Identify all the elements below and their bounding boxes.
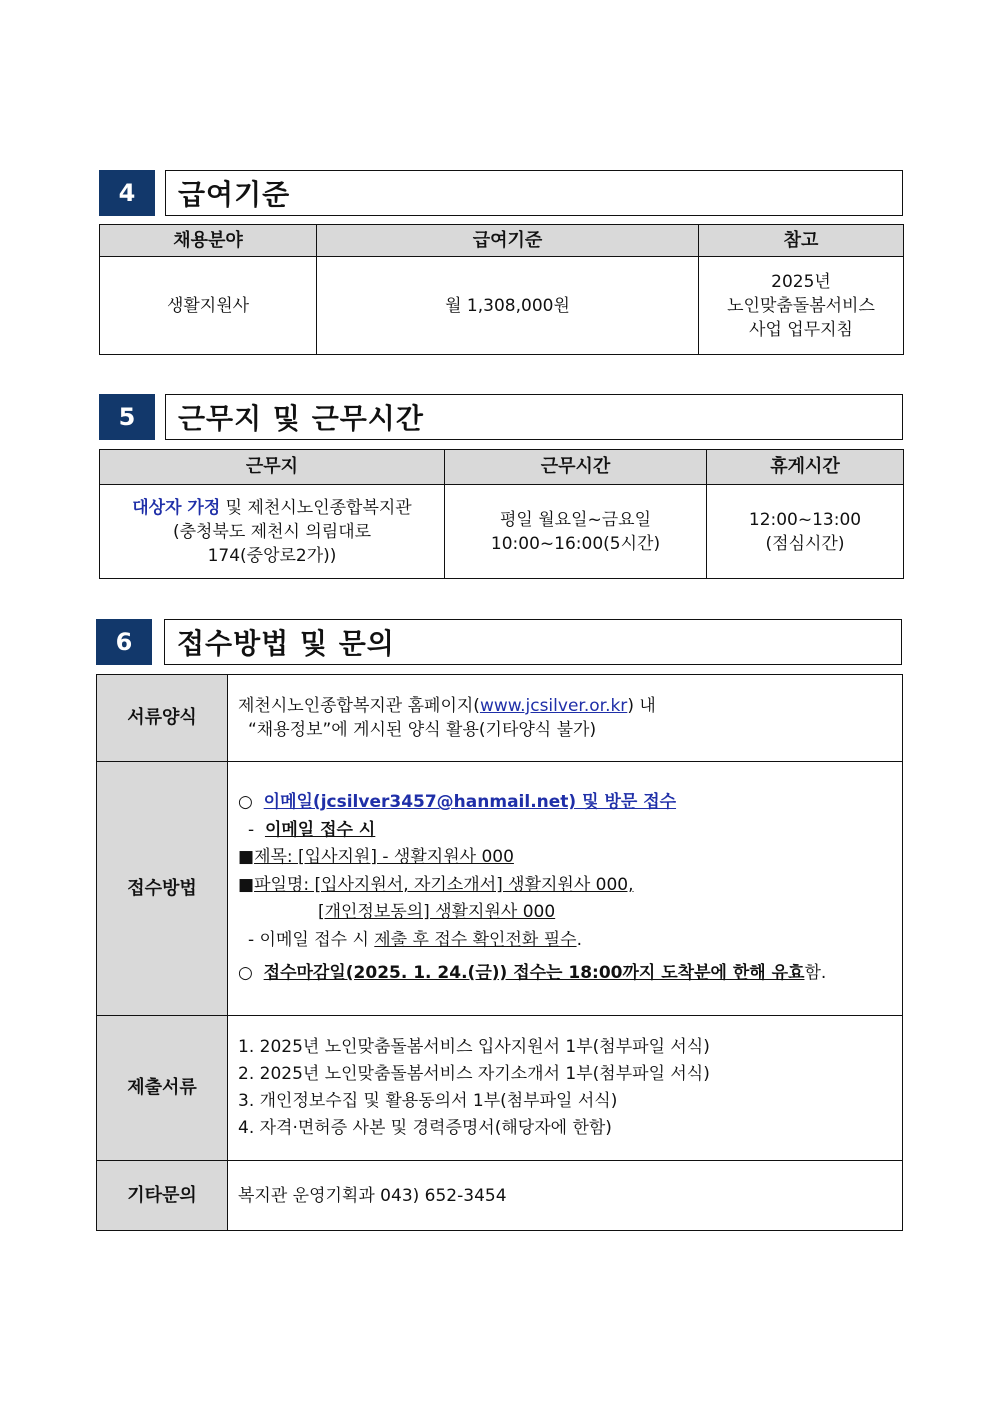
cell-field: 생활지원사 bbox=[100, 257, 317, 355]
col-header-salary: 급여기준 bbox=[317, 225, 699, 257]
filename-rule: 파일명: [입사지원서, 자기소개서] 생활지원사 000, bbox=[254, 874, 634, 895]
list-item: 2. 2025년 노인맞춤돌봄서비스 자기소개서 1부(첨부파일 서식) bbox=[238, 1064, 710, 1084]
label-submit: 제출서류 bbox=[97, 1016, 228, 1161]
filename-rule-cont: [개인정보동의] 생활지원사 000 bbox=[318, 902, 556, 923]
docs-text: ) 내 bbox=[627, 696, 656, 716]
place-address: (충청북도 제천시 의림대로 bbox=[172, 521, 372, 542]
place-rest: 및 제천시노인종합복지관 bbox=[220, 497, 412, 518]
section-5-header bbox=[99, 394, 903, 440]
cell-submit bbox=[228, 1016, 903, 1161]
email-subheading: 이메일 접수 시 bbox=[264, 819, 376, 840]
place-address: 174(중앙로2가)) bbox=[207, 545, 337, 566]
label-method: 접수방법 bbox=[97, 762, 228, 1016]
workplace-table bbox=[99, 449, 904, 579]
hours-line: 평일 월요일~금요일 bbox=[499, 509, 652, 530]
deadline-text: 접수마감일(2025. 1. 24.(금)) 접수는 18:00까지 도착분에 한해 유효 bbox=[263, 963, 805, 984]
confirm-text: . bbox=[576, 929, 582, 950]
section-title: 급여기준 bbox=[165, 170, 903, 216]
docs-text: “채용정보”에 게시된 양식 활용(기타양식 불가) bbox=[248, 720, 597, 740]
cell-ref bbox=[699, 257, 904, 355]
homepage-link[interactable]: www.jcsilver.or.kr bbox=[479, 696, 628, 716]
cell-place bbox=[100, 485, 445, 579]
application-table bbox=[96, 674, 903, 1231]
section-4-header bbox=[99, 170, 903, 216]
section-6-header bbox=[96, 619, 902, 665]
section-number: 4 bbox=[99, 170, 155, 216]
rest-line: (점심시간) bbox=[765, 533, 845, 554]
cell-method bbox=[228, 762, 903, 1016]
list-item: 3. 개인정보수집 및 활용동의서 1부(첨부파일 서식) bbox=[238, 1091, 618, 1111]
cell-salary: 월 1,308,000원 bbox=[317, 257, 699, 355]
ref-line: 2025년 bbox=[771, 271, 831, 292]
hours-line: 10:00~16:00(5시간) bbox=[490, 533, 661, 554]
label-docs: 서류양식 bbox=[97, 675, 228, 762]
deadline-suffix: 함. bbox=[804, 963, 827, 984]
rest-line: 12:00~13:00 bbox=[748, 509, 862, 530]
square-bullet-icon: ■ bbox=[238, 874, 255, 895]
section-title: 접수방법 및 문의 bbox=[164, 619, 902, 665]
docs-text: 제천시노인종합복지관 홈페이지( bbox=[238, 696, 480, 716]
section-number: 6 bbox=[96, 619, 152, 665]
cell-rest bbox=[707, 485, 904, 579]
label-contact: 기타문의 bbox=[97, 1161, 228, 1231]
email-link[interactable]: 이메일(jcsilver3457@hanmail.net) 및 방문 접수 bbox=[263, 792, 677, 813]
col-header-ref: 참고 bbox=[699, 225, 904, 257]
section-title: 근무지 및 근무시간 bbox=[165, 394, 903, 440]
cell-contact: 복지관 운영기획과 043) 652-3454 bbox=[228, 1161, 903, 1231]
ref-line: 사업 업무지침 bbox=[749, 319, 853, 340]
ref-line: 노인맞춤돌봄서비스 bbox=[727, 295, 875, 316]
col-header-rest: 휴게시간 bbox=[707, 450, 904, 485]
cell-docs bbox=[228, 675, 903, 762]
col-header-place: 근무지 bbox=[100, 450, 445, 485]
email-subject-rule: 제목: [입사지원] - 생활지원사 000 bbox=[254, 847, 514, 868]
confirm-text: - 이메일 접수 시 bbox=[248, 929, 375, 950]
salary-table bbox=[99, 224, 904, 355]
dash-bullet: - bbox=[248, 819, 255, 840]
circle-bullet-icon: ○ bbox=[238, 963, 253, 984]
col-header-field: 채용분야 bbox=[100, 225, 317, 257]
cell-hours bbox=[445, 485, 707, 579]
place-highlight: 대상자 가정 bbox=[132, 497, 221, 518]
square-bullet-icon: ■ bbox=[238, 847, 255, 868]
list-item: 1. 2025년 노인맞춤돌봄서비스 입사지원서 1부(첨부파일 서식) bbox=[238, 1037, 710, 1057]
list-item: 4. 자격·면허증 사본 및 경력증명서(해당자에 한함) bbox=[238, 1118, 612, 1138]
section-number: 5 bbox=[99, 394, 155, 440]
circle-bullet-icon: ○ bbox=[238, 792, 253, 813]
col-header-hours: 근무시간 bbox=[445, 450, 707, 485]
confirm-required: 제출 후 접수 확인전화 필수 bbox=[374, 929, 577, 950]
